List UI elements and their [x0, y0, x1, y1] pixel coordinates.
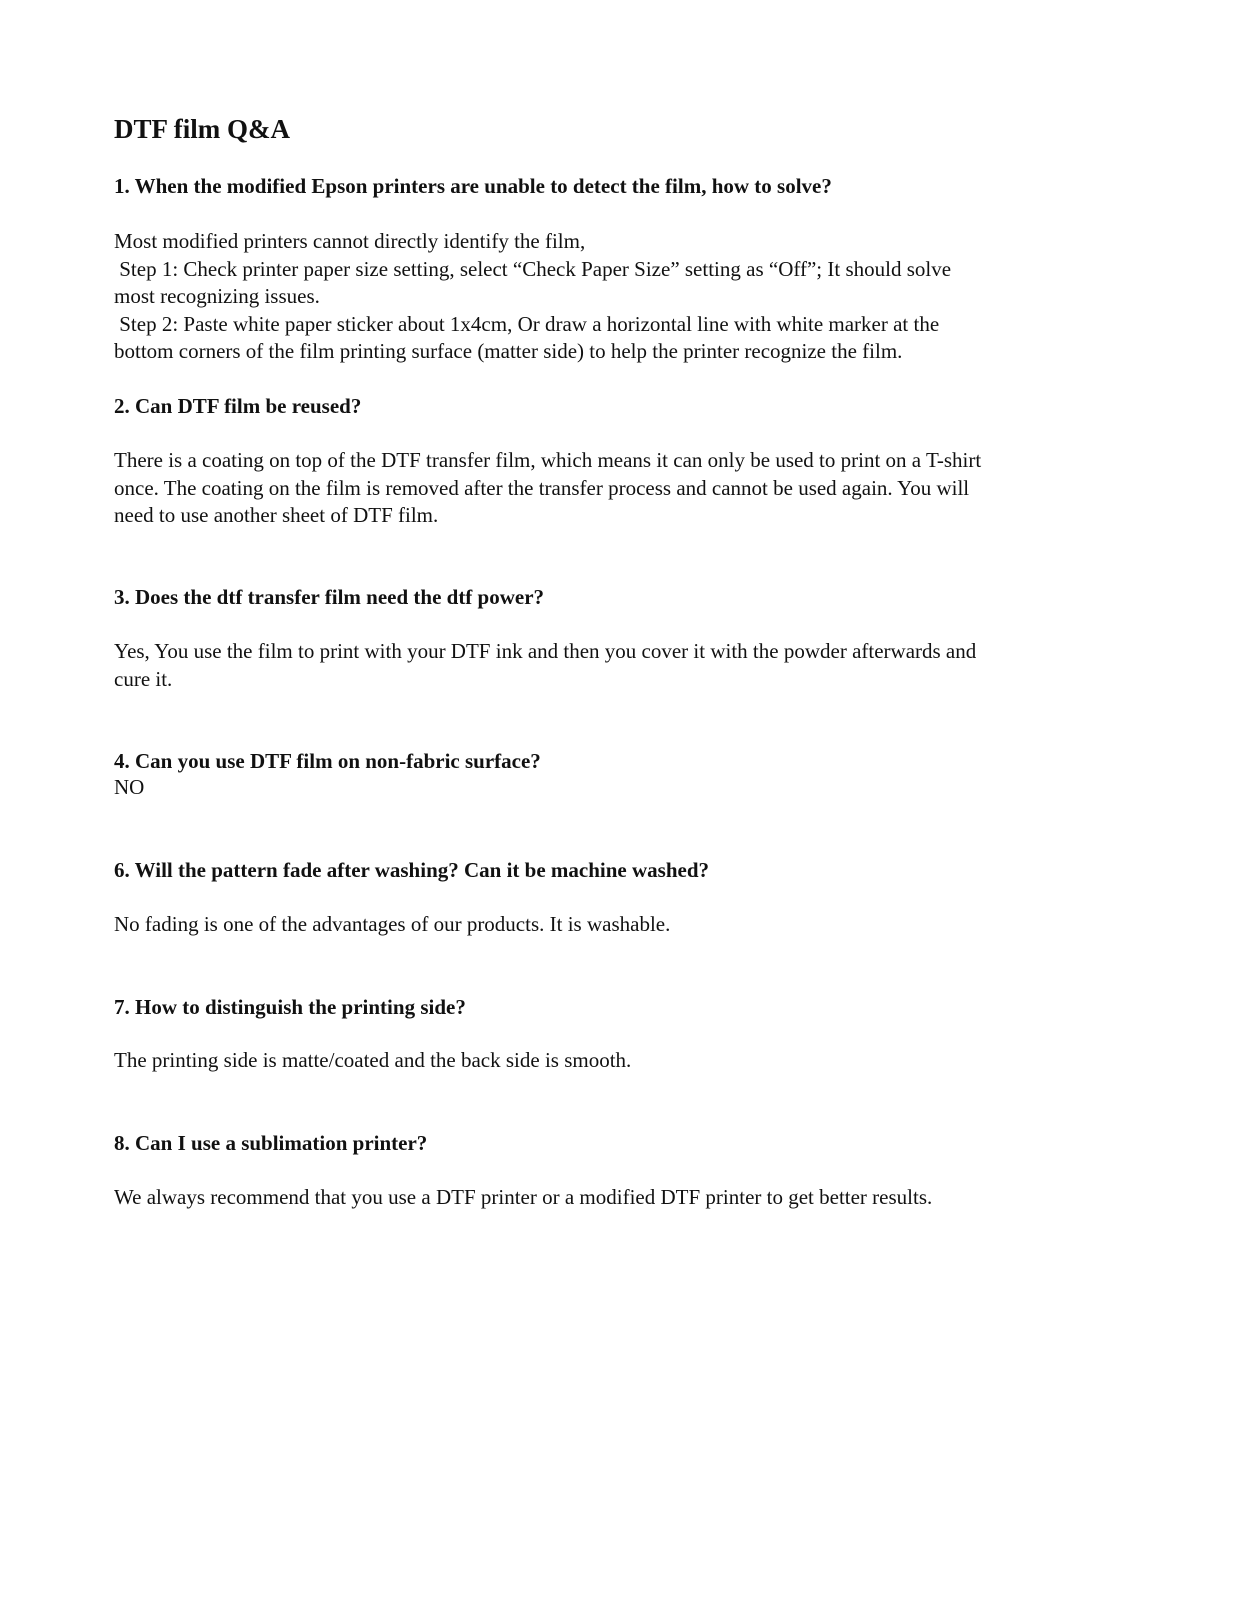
- answer-7: [114, 1047, 1114, 1075]
- answer-line: The printing side is matte/coated and the back side is smooth.: [114, 1048, 632, 1072]
- answer-line: cure it.: [114, 666, 173, 691]
- answer-line: There is a coating on top of the DTF transfer film, which means it can only be used to print on a T-shirt: [114, 448, 982, 472]
- answer-line: most recognizing issues.: [114, 284, 320, 308]
- answer-line: Yes, You use the film to print with your DTF ink and then you cover it with the powder afterwards and: [114, 639, 977, 663]
- question-8: 8. Can I use a sublimation printer?: [114, 1131, 428, 1155]
- answer-line: Step 1: Check printer paper size setting, select “Check Paper Size” setting as “Off”; It should solve: [114, 256, 952, 281]
- answer-2: [114, 447, 1114, 530]
- answer-line: We always recommend that you use a DTF printer or a modified DTF printer to get better results.: [114, 1185, 933, 1209]
- question-2: 2. Can DTF film be reused?: [114, 394, 362, 418]
- answer-3: [114, 638, 1114, 693]
- answer-line: NO: [114, 775, 145, 799]
- question-6: 6. Will the pattern fade after washing? Can it be machine washed?: [114, 858, 710, 882]
- answer-8: [114, 1184, 1114, 1212]
- answer-1: [114, 228, 1114, 366]
- question-7: 7. How to distinguish the printing side?: [114, 995, 466, 1019]
- question-1: 1. When the modified Epson printers are unable to detect the film, how to solve?: [114, 174, 832, 198]
- document-title: DTF film Q&A: [114, 114, 290, 144]
- answer-6: [114, 911, 1114, 939]
- answer-line: Step 2: Paste white paper sticker about 1x4cm, Or draw a horizontal line with white marker at the: [114, 311, 940, 336]
- answer-line: bottom corners of the film printing surface (matter side) to help the printer recognize the film.: [114, 339, 903, 363]
- answer-line: No fading is one of the advantages of our products. It is washable.: [114, 912, 671, 936]
- answer-line: need to use another sheet of DTF film.: [114, 503, 439, 527]
- question-4: 4. Can you use DTF film on non-fabric surface?: [114, 749, 541, 773]
- question-3: 3. Does the dtf transfer film need the dtf power?: [114, 585, 545, 609]
- answer-line: Most modified printers cannot directly identify the film,: [114, 229, 586, 253]
- answer-4: [114, 774, 1114, 802]
- answer-line: once. The coating on the film is removed after the transfer process and cannot be used again. You will: [114, 475, 970, 500]
